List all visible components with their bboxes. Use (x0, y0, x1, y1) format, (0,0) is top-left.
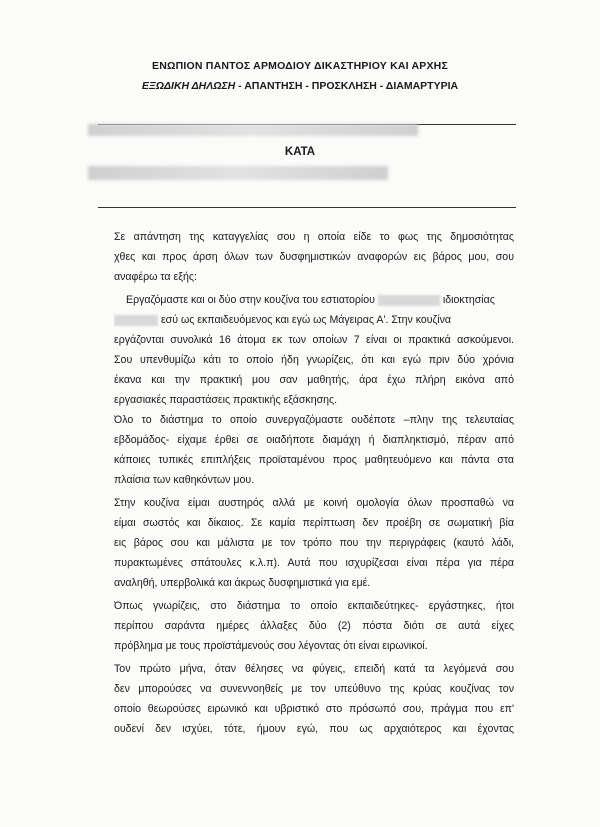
text-line: εβδομάδος- είχαμε έρθει σε οιαδήποτε διαμάχη ή διαπληκτισμό, πέραν από (114, 434, 514, 446)
text-fragment: Εργαζόμαστε και οι δύο στην κουζίνα του εστιατορίου (126, 294, 375, 306)
paragraph-6 (114, 659, 514, 739)
text-line: Σου υπενθυμίζω κάτι το οποίο ήδη γνωρίζεις, ότι και εγώ πριν δύο χρόνια (114, 354, 514, 366)
extrajudicial-title: ΕΞΩΔΙΚΗ ΔΗΛΩΣΗ (141, 80, 236, 92)
text-line: οποίο θεωρούσες ειρωνικό και υβριστικό στο πρόσωπό σου, πράγμα που επ' (114, 703, 514, 715)
text-line: εργάζονται συνολικά 16 άτομα εκ των οποίων 7 είναι οι πρακτικά ασκούμενοι. (114, 334, 514, 346)
text-line: έκανα και την πρακτική μου σαν μαθητής, άρα έχω πλήρη εικόνα από (114, 374, 514, 386)
paragraph-4 (114, 493, 514, 593)
paragraph-3 (114, 410, 514, 490)
text-fragment: εσύ ως εκπαιδευόμενος και εγώ ως Μάγειρας Α'. Στην κουζίνα (160, 314, 452, 326)
text-line: Όλο το διάστημα το οποίο συνεργαζόμαστε ουδέποτε –πλην της τελευταίας (114, 414, 514, 426)
text-line: δεν μπορούσες να συνεννοηθείς με τον υπεύθυνο της κρύας κουζίνας τον (114, 683, 514, 695)
against-label: ΚΑΤΑ (284, 146, 316, 158)
text-line: πρόβλημα με τους προϊστάμενούς σου λέγοντας ότι είναι ειρωνικοί. (114, 640, 428, 652)
text-line: πυρακτωμένες σπάτουλες κ.λ.π). Αυτά που ισχυρίζεσαι είναι πέρα για πέρα (114, 557, 514, 569)
text-line: κάποιες τυπικές επιπλήξεις προϊσταμένου προς μαθητευόμενο και πάντα στα (114, 454, 514, 466)
text-fragment: ιδιοκτησίας (442, 294, 495, 306)
document-type-rest: - ΑΠΑΝΤΗΣΗ - ΠΡΟΣΚΛΗΣΗ - ΔΙΑΜΑΡΤΥΡΙΑ (235, 80, 459, 92)
text-line: αναφέρω τα εξής: (114, 271, 197, 283)
text-line: αναληθή, υπερβολικά και άκρως δυσφημιστικά για εμέ. (114, 577, 371, 589)
redacted-recipient (88, 166, 388, 180)
redacted-name (378, 295, 440, 306)
redacted-name (114, 315, 158, 326)
text-line: εις βάρος σου και μάλιστα με τον τρόπο που την περιγράφεις (καυτό λάδι, (114, 537, 514, 549)
text-line: εργασιακές παραστάσεις πρακτικής εξάσκησης. (114, 394, 338, 406)
text-line (114, 290, 514, 310)
redacted-sender (88, 124, 418, 136)
document-type-heading (0, 80, 600, 92)
court-heading: ΕΝΩΠΙΟΝ ΠΑΝΤΟΣ ΑΡΜΟΔΙΟΥ ΔΙΚΑΣΤΗΡΙΟΥ ΚΑΙ ΑΡΧΗΣ (152, 60, 448, 72)
paragraph-2 (114, 290, 514, 410)
text-line: είμαι σωστός και δίκαιος. Σε καμία περίπτωση δεν προέβη σε σωματική βία (114, 517, 514, 529)
text-line: Στην κουζίνα είμαι αυστηρός αλλά με κοινή ομολογία όλων προσπαθώ να (114, 497, 514, 509)
text-line: Όπως γνωρίζεις, στο διάστημα το οποίο εκπαιδεύτηκες- εργάστηκες, ήτοι (114, 600, 514, 612)
paragraph-5 (114, 596, 514, 656)
text-line: πλαίσια των καθηκόντων μου. (114, 474, 255, 486)
text-line: ουδενί δεν ισχύει, τότε, ήμουν εγώ, που ως αρχαιότερος και έχοντας (114, 723, 514, 735)
text-line: χθες και προς άρση όλων των δυσφημιστικών αναφορών εις βάρος μου, σου (114, 251, 514, 263)
bottom-rule (98, 207, 516, 208)
paragraph-1 (114, 227, 514, 287)
text-line: Τον πρώτο μήνα, όταν θέλησες να φύγεις, επειδή κατά τα λεγόμενά σου (114, 663, 514, 675)
text-line (114, 310, 514, 330)
text-line: Σε απάντηση της καταγγελίας σου η οποία είδε το φως της δημοσιότητας (114, 231, 514, 243)
text-line: περίπου σαράντα ημέρες άλλαξες δύο (2) πόστα διότι σε αυτά είχες (114, 620, 514, 632)
